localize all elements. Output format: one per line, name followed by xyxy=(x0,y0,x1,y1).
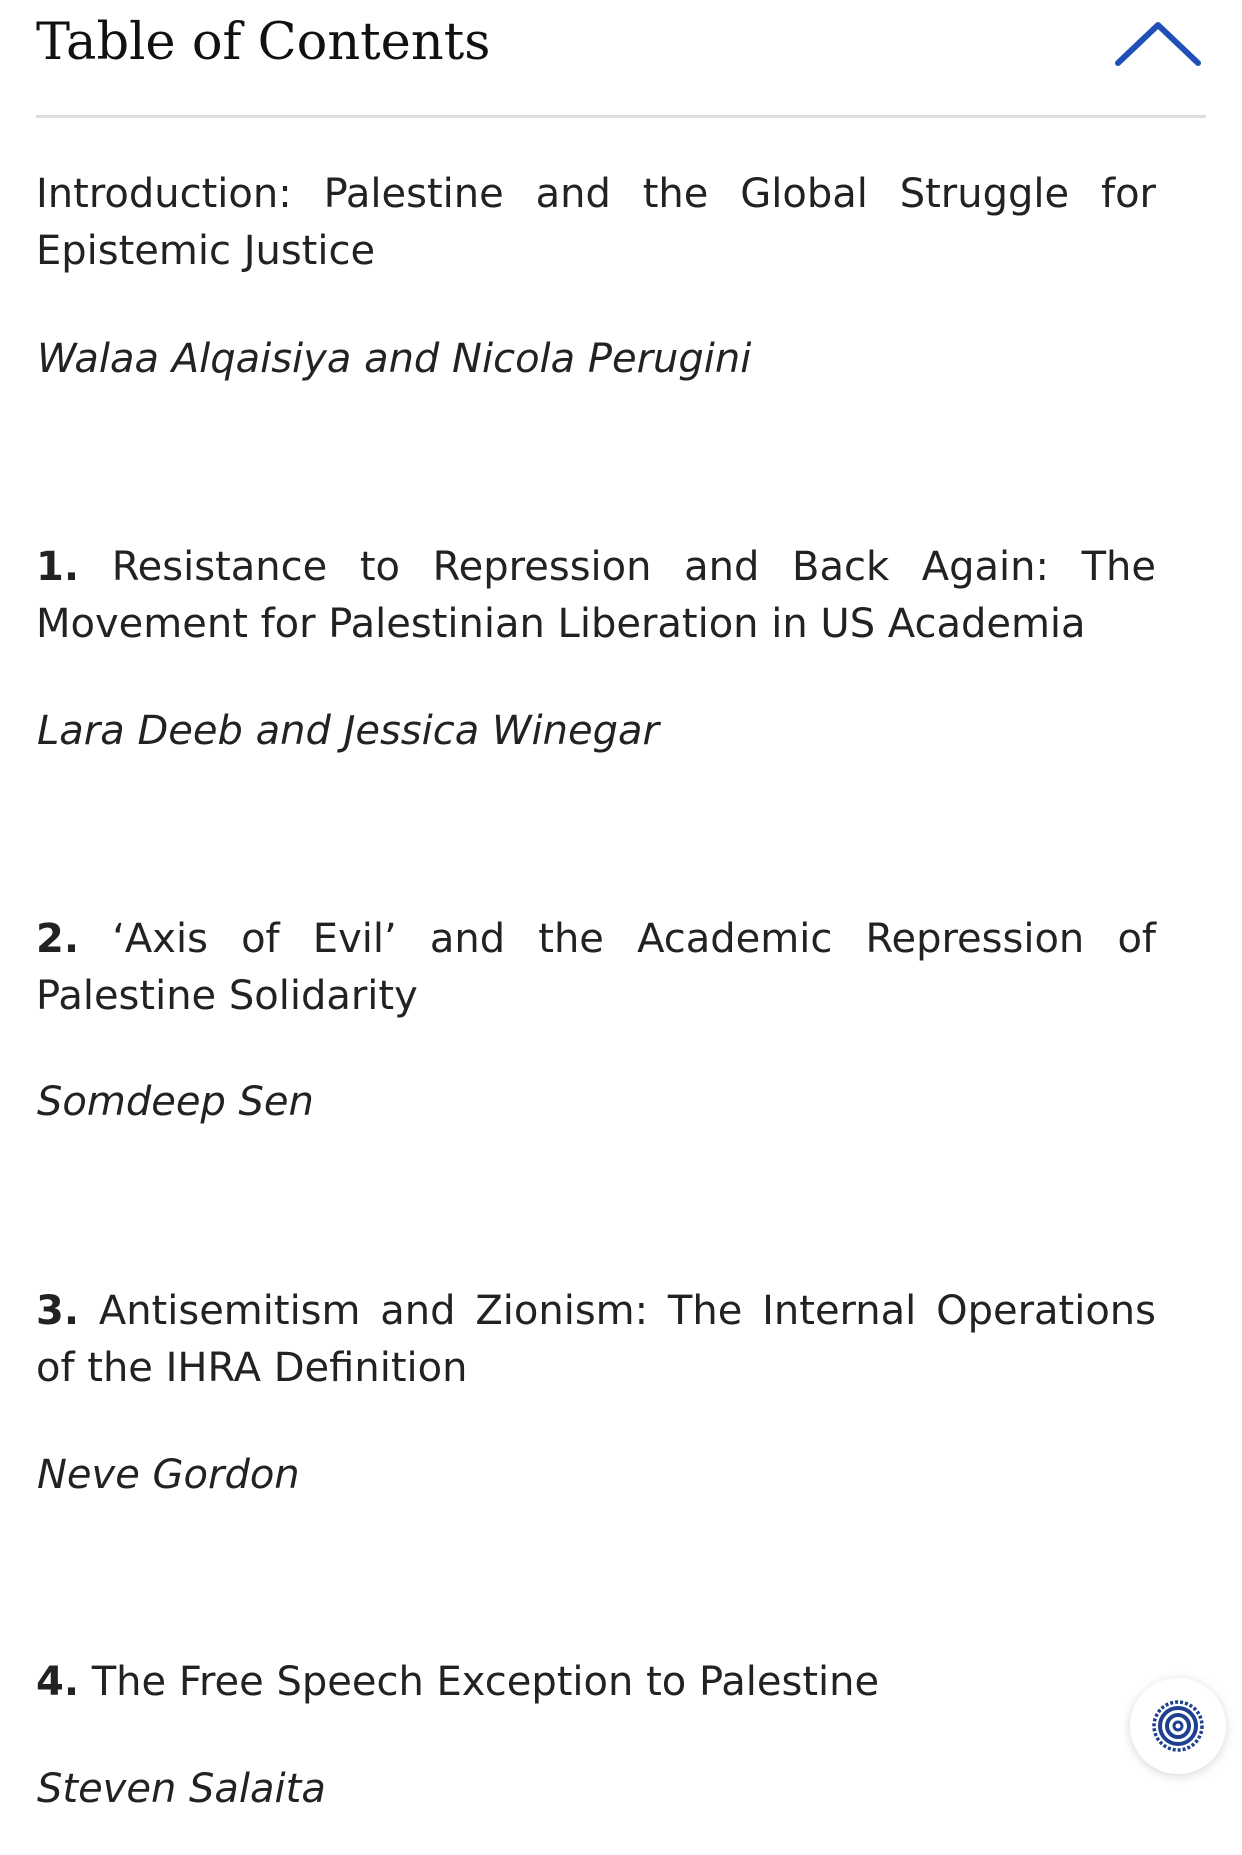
chapter-number: 1. xyxy=(36,544,80,590)
chapter-title[interactable] xyxy=(36,1654,1156,1711)
chapter-title[interactable] xyxy=(36,1283,1156,1397)
toc-entry-introduction[interactable] xyxy=(36,166,1156,382)
chapter-authors: Walaa Alqaisiya and Nicola Perugini xyxy=(37,336,752,382)
page-title: Table of Contents xyxy=(36,13,491,72)
chapter-number: 3. xyxy=(36,1288,80,1334)
chapter-title[interactable]: Introduction: Palestine and the Global Struggle for Epistemic Justice xyxy=(36,171,1156,274)
toc-entry-chapter-2[interactable] xyxy=(36,911,1156,1125)
chapter-title[interactable] xyxy=(36,539,1156,653)
header-divider xyxy=(36,115,1206,118)
toc-header xyxy=(36,0,1206,118)
chapter-title-text[interactable]: Antisemitism and Zionism: The Internal Operations of the IHRA Definition xyxy=(36,1288,1156,1391)
collapse-toc-button[interactable] xyxy=(1110,16,1206,70)
chapter-authors: Somdeep Sen xyxy=(37,1079,314,1125)
chapter-title-text[interactable]: The Free Speech Exception to Palestine xyxy=(91,1659,880,1705)
chapter-authors: Neve Gordon xyxy=(37,1452,300,1498)
chapter-number: 2. xyxy=(36,916,80,962)
floating-help-widget-button[interactable] xyxy=(1130,1678,1226,1774)
toc-entry-chapter-3[interactable] xyxy=(36,1283,1156,1498)
concentric-circles-icon xyxy=(1130,1678,1226,1774)
chapter-title-text[interactable]: ‘Axis of Evil’ and the Academic Repression of Palestine Solidarity xyxy=(36,916,1156,1019)
chapter-number: 4. xyxy=(36,1659,80,1705)
toc-entry-chapter-1[interactable] xyxy=(36,539,1157,754)
chapter-title[interactable] xyxy=(36,911,1156,1025)
chapter-title-text[interactable]: Resistance to Repression and Back Again: The Movement for Palestinian Liberation in US Academia xyxy=(36,544,1157,647)
chevron-up-icon xyxy=(1110,16,1206,70)
toc-entry-chapter-4[interactable] xyxy=(36,1654,1156,1812)
chapter-authors: Lara Deeb and Jessica Winegar xyxy=(37,708,659,754)
chapter-authors: Steven Salaita xyxy=(37,1766,326,1812)
